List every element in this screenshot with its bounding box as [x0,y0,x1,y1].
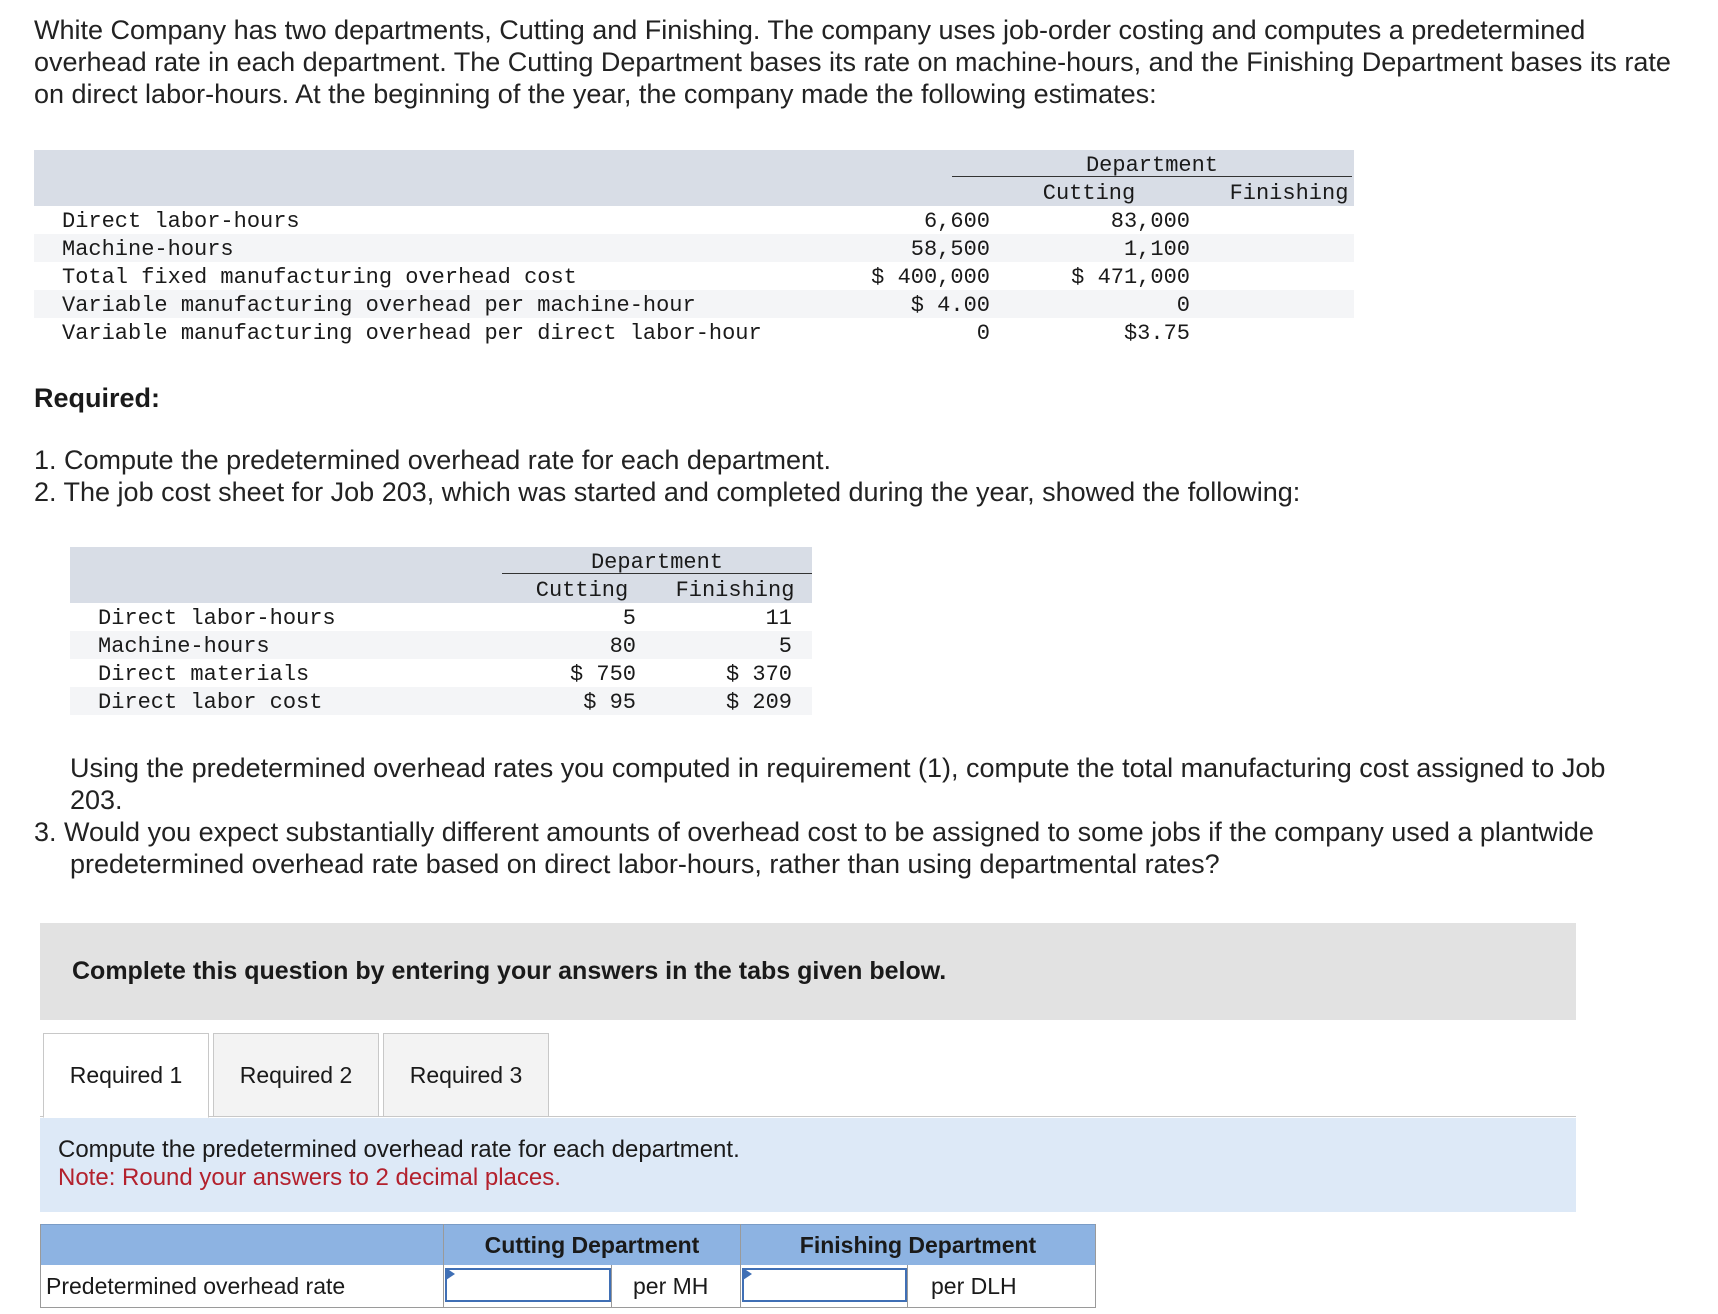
finishing-rate-input[interactable] [742,1268,907,1302]
cutting-unit: per MH [633,1273,709,1299]
answer-row [40,1265,1096,1308]
row-label: Variable manufacturing overhead per machine-hour [62,293,696,318]
cutting-value: $ 400,000 [871,265,990,290]
instruction-text: Complete this question by entering your answers in the tabs given below. [72,957,947,985]
finishing-value: $ 209 [725,690,792,715]
requirement-3-line1: 3. Would you expect substantially different amounts of overhead cost to be assigned to some jobs if the company used a plantwide [34,817,1594,847]
table-row [34,262,1354,290]
department-header: Department [590,550,724,575]
table-row [34,290,1354,318]
finishing-header: Finishing [1229,181,1349,206]
cutting-header: Cutting [1042,181,1136,206]
cutting-value: 80 [609,634,636,659]
column-divider [611,1265,612,1308]
department-header: Department [1085,153,1219,178]
table-row [34,234,1354,262]
cutting-value: 58,500 [910,237,990,262]
finishing-value: $ 370 [725,662,792,687]
cutting-department-header: Cutting Department [484,1232,700,1258]
table-row [70,603,812,631]
row-label: Direct materials [98,662,310,687]
finishing-value: $ 471,000 [1071,265,1190,290]
department-underline [502,573,812,574]
table-row [70,687,812,715]
answer-table [40,1224,1096,1308]
input-marker-icon [446,1268,455,1280]
finishing-header: Finishing [675,578,795,603]
row-label: Total fixed manufacturing overhead cost [62,265,577,290]
answer-header-row [40,1224,1096,1266]
requirement-3-line2: predetermined overhead rate based on direct labor-hours, rather than using departmental rates? [70,849,1220,879]
table-row [70,631,812,659]
job-subheader-row [70,575,812,603]
finishing-unit: per DLH [931,1273,1017,1299]
job-table [70,547,812,715]
column-divider [443,1224,444,1308]
tab-required-1[interactable]: Required 1 [43,1033,209,1118]
finishing-value: 83,000 [1110,209,1190,234]
job-header-row [70,547,812,575]
table-row [34,206,1354,234]
finishing-value: 5 [778,634,792,659]
row-label: Machine-hours [98,634,270,659]
rounding-note: Note: Round your answers to 2 decimal places. [58,1164,561,1191]
row-label: Direct labor cost [98,690,323,715]
department-underline [952,176,1352,177]
finishing-value: 1,100 [1123,237,1190,262]
row-label: Direct labor-hours [62,209,300,234]
cutting-value: 6,600 [923,209,990,234]
cutting-value: 5 [622,606,636,631]
table-row [34,318,1354,346]
requirement-2-continued-line2: 203. [70,785,123,815]
finishing-value: 0 [1176,293,1190,318]
prompt-text: Compute the predetermined overhead rate for each department. [58,1136,740,1163]
cutting-rate-input[interactable] [445,1268,611,1302]
input-marker-icon [743,1268,752,1280]
row-label: Machine-hours [62,237,234,262]
column-divider [1095,1224,1096,1308]
column-divider [907,1265,908,1308]
tab-required-2[interactable]: Required 2 [213,1033,379,1117]
cutting-header: Cutting [535,578,629,603]
estimates-table [34,150,1354,346]
table-row [70,659,812,687]
column-divider [40,1224,41,1308]
row-label: Direct labor-hours [98,606,336,631]
cutting-value: 0 [976,321,990,346]
finishing-value: 11 [765,606,792,631]
row-label: Variable manufacturing overhead per direct labor-hour [62,321,762,346]
tab-required-3[interactable]: Required 3 [383,1033,549,1117]
intro-text: White Company has two departments, Cutting and Finishing. The company uses job-order costing and computes a predetermined overhead rate in each department. The Cutting Department bases its rate on machine-hours, and the Finishing Department bases its rate on direct labor-hours. At the beginning of the year, the company made the following estimates: [34,15,1671,109]
requirement-2-continued-line1: Using the predetermined overhead rates you computed in requirement (1), compute the total manufacturing cost assigned to Job [70,753,1606,783]
finishing-department-header: Finishing Department [799,1232,1037,1258]
requirement-1: 1. Compute the predetermined overhead rate for each department. [34,445,831,475]
prompt-box [40,1118,1576,1212]
predetermined-rate-label: Predetermined overhead rate [46,1273,346,1299]
column-divider [740,1224,741,1308]
estimates-header-row [34,150,1354,178]
cutting-value: $ 95 [583,690,636,715]
cutting-value: $ 4.00 [910,293,990,318]
finishing-value: $3.75 [1123,321,1190,346]
required-title: Required: [34,383,161,413]
instruction-box [40,923,1576,1020]
requirement-2: 2. The job cost sheet for Job 203, which was started and completed during the year, showed the following: [34,477,1301,507]
cutting-value: $ 750 [569,662,636,687]
estimates-subheader-row [34,178,1354,206]
